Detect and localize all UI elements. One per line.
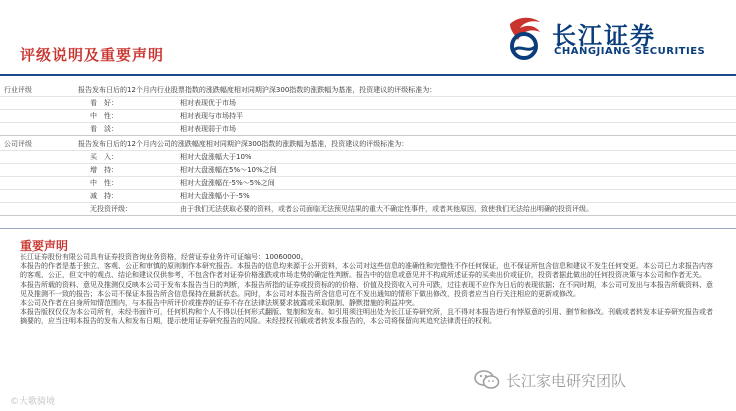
rating-label: 增 持： [90, 166, 118, 174]
rating-label: 看 淡： [90, 125, 118, 133]
wechat-icon [474, 369, 500, 391]
rating-table [0, 82, 736, 216]
changjiang-logo-icon [502, 14, 546, 62]
disclaimer-paragraph: 本报告的作者是基于独立、客观、公正和审慎的原则制作本研究报告。本报告的信息均来源于公开资料，本公司对这些信息的准确性和完整性不作任何保证，也不保证所包含信息和建议不发生任何变更。本公司已力求报告内容的客观、公正，但文中的观点、结论和建议仅供参考，不包含作者对证券价格涨跌或市场走势的确定性判断。报告中的信息或意见并不构成所述证券的买卖出价或征价，投资者据此做出的任何投资决策与本公司和作者无关。 [20, 262, 713, 280]
disclaimer-paragraph: 本报告所载的资料、意见及推测仅反映本公司于发布本报告当日的判断，本报告所指的证券或投资标的的价格、价值及投资收入可升可跌，过往表现不应作为日后的表现依据；在不同时期，本公司可发出与本报告所载资料、意见及推测不一致的报告；本公司不保证本报告所含信息保持在最新状态。同时，本公司对本报告所含信息可在不发出通知的情形下做出修改，投资者应当自行关注相应的更新或修改。 [20, 280, 713, 298]
rating-label: 减 持： [90, 192, 118, 200]
rating-value: 相对表现优于市场 [180, 99, 236, 107]
table-row [0, 109, 736, 122]
disclaimer-paragraph: 长江证券股份有限公司具有证券投资咨询业务资格，经营证券业务许可证编号：10060000。 [20, 253, 308, 261]
company-rating-section [0, 136, 736, 216]
rating-label: 买 入： [90, 153, 118, 161]
rating-value: 相对表现与市场持平 [180, 112, 243, 120]
table-row [0, 176, 736, 189]
disclaimer-body [20, 253, 716, 327]
table-bottom-divider [0, 228, 736, 229]
table-row [0, 96, 736, 109]
rating-value: 相对大盘涨幅大于10% [180, 153, 252, 161]
industry-rating-label: 行业评级 [4, 86, 32, 94]
watermark-right [474, 369, 626, 391]
page-title: 评级说明及重要声明 [20, 46, 165, 64]
disclaimer-paragraph: 本公司及作者在自身所知情范围内，与本报告中所评价或推荐的证券不存在法律法规要求披露或采取限制、静默措施的利益冲突。 [20, 299, 419, 308]
table-row [0, 150, 736, 163]
brand-logo [498, 12, 718, 64]
table-row [0, 122, 736, 135]
company-rating-desc: 报告发布日后的12个月内公司的涨跌幅度相对同期沪深300指数的涨跌幅为基准，投资建议的评级标准为： [78, 140, 409, 148]
company-rating-label: 公司评级 [4, 140, 32, 148]
rating-value: 由于我们无法获取必要的资料，或者公司面临无法预见结果的重大不确定性事件，或者其他原因，致使我们无法给出明确的投资评级。 [180, 205, 593, 213]
rating-label: 看 好： [90, 99, 118, 107]
table-row [0, 163, 736, 176]
watermark-right-text: 长江家电研究团队 [506, 371, 627, 390]
rating-label: 中 性： [90, 112, 118, 120]
disclaimer-paragraph: 本报告版权仅仅为本公司所有，未经书面许可，任何机构和个人不得以任何形式翻版、复制和发布。如引用须注明出处为长江证券研究所，且不得对本报告进行有悖原意的引用、删节和修改。刊载或者转发本证券研究报告或者摘要的，应当注明本报告的发布人和发布日期，提示使用证券研究报告的风险。未经授权刊载或者转发本报告的，本公司将保留向其追究法律责任的权利。 [20, 308, 713, 326]
industry-rating-section [0, 82, 736, 136]
logo-text-en: CHANGJIANG SECURITIES [554, 46, 706, 57]
logo-text-cn: 长江证券 [552, 22, 656, 50]
rating-value: 相对大盘涨幅在5%～10%之间 [180, 166, 277, 174]
rating-value: 相对大盘涨幅小于-5% [180, 192, 250, 200]
table-row [0, 202, 736, 215]
header-divider [0, 74, 736, 76]
table-row [0, 189, 736, 202]
disclaimer-title: 重要声明 [20, 239, 69, 253]
watermark-left: ©大歌骑境 [10, 397, 56, 407]
rating-label: 中 性： [90, 179, 118, 187]
rating-value: 相对表现弱于市场 [180, 125, 236, 133]
rating-label: 无投资评级： [90, 205, 132, 213]
rating-value: 相对大盘涨幅在-5%～5%之间 [180, 179, 275, 187]
industry-rating-desc: 报告发布日后的12个月内行业股票指数的涨跌幅度相对同期沪深300指数的涨跌幅为基准，投资建议的评级标准为： [78, 86, 437, 94]
